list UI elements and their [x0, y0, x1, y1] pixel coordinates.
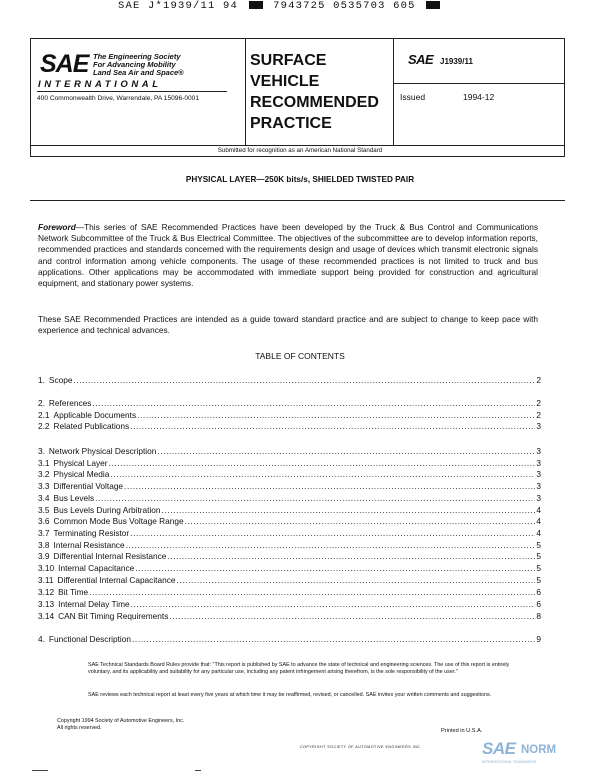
header-divider: [245, 38, 246, 145]
toc-entry[interactable]: [38, 505, 541, 515]
toc-entry[interactable]: [38, 410, 541, 420]
foreword-paragraph: [38, 222, 538, 289]
toc-number: 3.9: [38, 551, 50, 561]
stamp-middle: 7943725 0535703 605: [273, 0, 416, 12]
toc-entry[interactable]: [38, 634, 541, 644]
toc-page: 6: [536, 587, 541, 597]
toc-leader: [185, 516, 536, 526]
doc-type-line: PRACTICE: [250, 115, 332, 132]
foreword-label: Foreword: [38, 222, 76, 232]
toc-page: 6: [536, 599, 541, 609]
toc-number: 3.4: [38, 493, 50, 503]
toc-title: Network Physical Description: [48, 446, 157, 456]
toc-page: 5: [536, 563, 541, 573]
toc-number: 3.8: [38, 540, 50, 550]
tagline-line: For Advancing Mobility: [93, 60, 176, 70]
toc-number: 3.5: [38, 505, 50, 515]
toc-title: Differential Voltage: [53, 481, 124, 491]
document-title: PHYSICAL LAYER—250K bits/s, SHIELDED TWISTED PAIR: [185, 175, 415, 184]
toc-page: 3: [536, 481, 541, 491]
toc-entry[interactable]: [38, 563, 541, 573]
stamp-bar: [249, 1, 263, 9]
toc-leader: [124, 481, 535, 491]
sae-small-logo: SAE: [408, 52, 434, 67]
toc-number: 3.6: [38, 516, 50, 526]
toc-title: Internal Capacitance: [58, 563, 135, 573]
copyright-line: All rights reserved.: [57, 724, 102, 731]
toc-page: 4: [536, 505, 541, 515]
toc-entry[interactable]: [38, 493, 541, 503]
tagline-line: The Engineering Society: [93, 52, 181, 61]
toc-leader: [130, 421, 535, 431]
logo-underline: [37, 91, 227, 92]
toc-number: 2.1: [38, 410, 50, 420]
toc-title: Differential Internal Capacitance: [57, 575, 176, 585]
toc-number: 3.1: [38, 458, 50, 468]
toc-leader: [110, 469, 535, 479]
document-stamp: [118, 0, 443, 12]
toc-leader: [157, 446, 535, 456]
tiny-copyright-line: COPYRIGHT SOCIETY OF AUTOMOTIVE ENGINEERS INC: [300, 745, 421, 749]
sae-norm-watermark-sub: INTERNATIONAL STANDARDS: [482, 760, 537, 764]
toc-heading: TABLE OF CONTENTS: [255, 351, 345, 361]
toc-leader: [73, 375, 535, 385]
toc-title: References: [48, 398, 92, 408]
toc-entry[interactable]: [38, 398, 541, 408]
toc-entry[interactable]: [38, 516, 541, 526]
toc-number: 3.13: [38, 599, 55, 609]
title-divider: [30, 200, 565, 201]
toc-entry[interactable]: [38, 421, 541, 431]
toc-number: 3.12: [38, 587, 55, 597]
copyright-line: Copyright 1994 Society of Automotive Engineers, Inc.: [57, 718, 185, 724]
toc-entry[interactable]: [38, 469, 541, 479]
toc-leader: [176, 575, 535, 585]
toc-leader: [137, 410, 535, 420]
toc-leader: [162, 505, 536, 515]
toc-leader: [109, 458, 536, 468]
toc-leader: [92, 398, 535, 408]
toc-title: CAN Bit Timing Requirements: [58, 611, 169, 621]
doc-type-line: SURFACE: [250, 52, 327, 69]
toc-page: 9: [536, 634, 541, 644]
toc-page: 4: [536, 528, 541, 538]
toc-leader: [131, 599, 536, 609]
printed-in: Printed in U.S.A.: [441, 728, 483, 734]
toc-entry[interactable]: [38, 587, 541, 597]
toc-title: Internal Delay Time: [58, 599, 130, 609]
toc-leader: [132, 634, 535, 644]
toc-page: 5: [536, 551, 541, 561]
toc-leader: [130, 528, 535, 538]
toc-page: 5: [536, 540, 541, 550]
toc-title: Terminating Resistor: [53, 528, 130, 538]
toc-number: 2.2: [38, 421, 50, 431]
stamp-left: SAE J*1939/11 94: [118, 0, 239, 12]
toc-leader: [169, 611, 535, 621]
header-divider: [393, 83, 565, 84]
toc-title: Bus Levels: [53, 493, 95, 503]
document-number: J1939/11: [440, 57, 473, 66]
toc-title: Common Mode Bus Voltage Range: [53, 516, 184, 526]
toc-title: Physical Layer: [53, 458, 108, 468]
toc-page: 4: [536, 516, 541, 526]
toc-title: Internal Resistance: [53, 540, 125, 550]
issued-date: 1994-12: [463, 92, 495, 102]
toc-entry[interactable]: [38, 540, 541, 550]
tagline-line: Land Sea Air and Space®: [93, 68, 184, 78]
doc-type-line: RECOMMENDED: [250, 94, 379, 111]
document-type: [250, 50, 379, 134]
recognition-note: Submitted for recognition as an American National Standard: [217, 147, 383, 154]
toc-title: Differential Internal Resistance: [53, 551, 167, 561]
intro-paragraph: These SAE Recommended Practices are intended as a guide toward standard practice and are subject to change to keep pace with experience and technical advances.: [38, 314, 538, 336]
toc-title: Applicable Documents: [53, 410, 137, 420]
toc-number: 3.14: [38, 611, 55, 621]
toc-leader: [167, 551, 535, 561]
toc-entry[interactable]: [38, 481, 541, 491]
toc-page: 8: [536, 611, 541, 621]
toc-number: 3.: [38, 446, 45, 456]
toc-entry[interactable]: [38, 446, 541, 456]
toc-leader: [126, 540, 536, 550]
board-rules-note: SAE Technical Standards Board Rules provide that: "This report is published by SAE to advance the state of technical and engineering sciences. The use of this report is entirely voluntary, and its applicability and suitability for any particular use, including any patent infringement arising therefrom, is the sole responsibility of the user.": [88, 662, 510, 675]
toc-title: Related Publications: [53, 421, 130, 431]
society-tagline: [93, 53, 184, 78]
sae-norm-watermark-logo: SAE: [482, 739, 516, 758]
toc-page: 5: [536, 575, 541, 585]
toc-page: 3: [536, 458, 541, 468]
toc-entry[interactable]: [38, 551, 541, 561]
toc-number: 3.7: [38, 528, 50, 538]
toc-leader: [135, 563, 535, 573]
sae-norm-watermark-word: NORM: [521, 744, 557, 756]
toc-entry[interactable]: [38, 458, 541, 468]
foreword-text: —This series of SAE Recommended Practices have been developed by the Truck & Bus Control and Communications Network Subcommittee of the Truck & Bus Electrical Committee. The objectives of the subcommittee are to develop information reports, recommended practices and standards concerned with the requirements design and usage of devices which transmit electronic signals and control information among vehicle components. The usage of these recommended practices is not limited to truck and bus applications. Other applications may be accommodated with immediate support being provided for construction and agricultural equipment, and stationary power systems.: [38, 222, 538, 289]
toc-entry[interactable]: [38, 375, 541, 385]
toc-page: 2: [536, 398, 541, 408]
toc-page: 3: [536, 421, 541, 431]
stamp-bar: [426, 1, 440, 9]
toc-page: 2: [536, 410, 541, 420]
toc-number: 4.: [38, 634, 45, 644]
issued-label: Issued: [400, 92, 426, 102]
copyright-notice: [57, 718, 184, 731]
header-divider: [393, 38, 394, 145]
toc-title: Functional Description: [48, 634, 132, 644]
toc-entry[interactable]: [38, 599, 541, 609]
toc-number: 3.3: [38, 481, 50, 491]
toc-title: Bus Levels During Arbitration: [53, 505, 161, 515]
toc-title: Bit Time: [58, 587, 89, 597]
toc-number: 3.11: [38, 575, 54, 585]
toc-number: 2.: [38, 398, 45, 408]
international-label: INTERNATIONAL: [38, 79, 162, 90]
toc-title: Scope: [48, 375, 73, 385]
scan-edge-mark: [32, 770, 48, 771]
toc-entry[interactable]: [38, 611, 541, 621]
toc-number: 1.: [38, 375, 45, 385]
header-divider: [30, 145, 565, 146]
toc-page: 2: [536, 375, 541, 385]
registered-mark: ®: [178, 68, 184, 78]
sae-logo: SAE: [40, 50, 89, 78]
society-address: 400 Commonwealth Drive, Warrendale, PA 15096-0001: [37, 95, 199, 102]
toc-leader: [89, 587, 535, 597]
toc-number: 3.10: [38, 563, 55, 573]
toc-entry[interactable]: [38, 575, 541, 585]
toc-page: 3: [536, 469, 541, 479]
doc-type-line: VEHICLE: [250, 73, 320, 90]
scan-edge-mark: [195, 770, 201, 771]
toc-entry[interactable]: [38, 528, 541, 538]
toc-leader: [95, 493, 535, 503]
review-note: SAE reviews each technical report at least every five years at which time it may be reaffirmed, revised, or cancelled. SAE invites your written comments and suggestions.: [88, 692, 492, 698]
toc-page: 3: [536, 493, 541, 503]
toc-page: 3: [536, 446, 541, 456]
toc-title: Physical Media: [53, 469, 110, 479]
toc-number: 3.2: [38, 469, 50, 479]
